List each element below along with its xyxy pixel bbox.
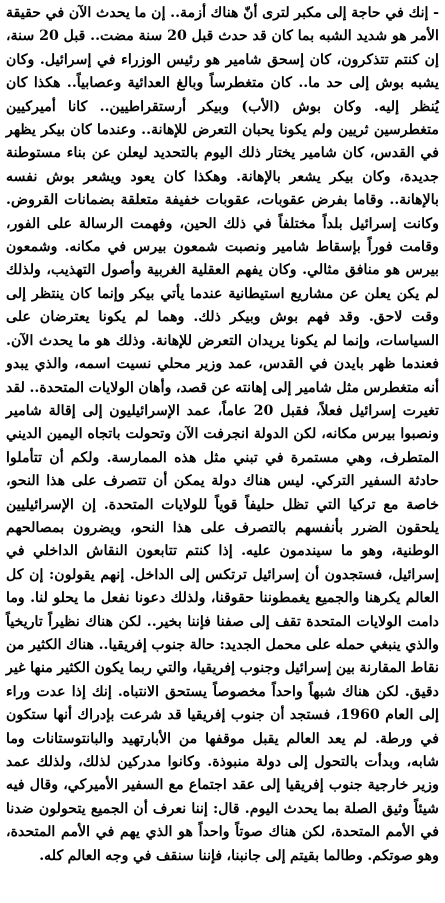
article-body-paragraph: - إنك في حاجة إلى مكبر لترى أنّ هناك أزمة.. إن ما يحدث الآن في حقيقة الأمر هو شديد الشبه بما كان قد حدث قبل 20 سنة مضت.. قبل 20 سنة، إن كنتم تتذكرون، كان إسحق شامير هو رئيس الوزراء في إسرائيل. وكان يشبه بوش إلى حد ما.. كان متغطرساً وبالغ العدائية وعصابياً.. هكذا كان يُنظر إليه. وكان بوش (الأب) وبيكر أرستقراطيين.. كانا أميركيين متغطرسين ثريين ولم يكونا يحبان التعرض للإهانة.. وعندما كان بيكر يظهر في القدس، كان شامير يختار ذلك اليوم بالتحديد ليعلن عن بناء مستوطنة جديدة، وكان بيكر يشعر بالإهانة. وهكذا كان يعود ويشعر بوش نفسه بالإهانة.. وقاما بفرض عقوبات، عقوبات خفيفة متعلقة بضمانات القروض. وكانت إسرائيل بلداً مختلفاً في ذلك الحين، وفهمت الرسالة على الفور، وقامت فوراً بإسقاط شامير ونصبت شمعون بيرس في مكانه. وشمعون بيرس هو منافق مثالي. وكان يفهم العقلية الغربية وأصول التهذيب، ولذلك لم يكن يعلن عن مشاريع استيطانية عندما يأتي بيكر وإنما كان ينتظر إلى وقت لاحق. وقد فهم بوش وبيكر ذلك. وهما لم يكونا يعترضان على السياسات، وإنما لم يكونا يريدان التعرض للإهانة. وذلك هو ما يحدث الآن. فعندما ظهر بايدن في القدس، عمد وزير محلي نسيت اسمه، والذي يبدو أنه متغطرس مثل شامير إلى إهانته عن قصد، وأهان الولايات المتحدة.. لقد تغيرت إسرائيل فعلاً، فقبل 20 عاماً، عمد الإسرائيليون إلى إقالة شامير ونصبوا بيرس مكانه، لكن الدولة انجرفت الآن وتحولت باتجاه اليمين الديني المتطرف، وهي مستمرة في تبني مثل هذه الممارسة. ولكم أن تتأملوا حادثة السفير التركي. ليس هناك دولة يمكن أن تتصرف على هذا النحو، خاصة مع تركيا التي تظل حليفاً قوياً للولايات المتحدة. إن الإسرائيليين يلحقون الضرر بأنفسهم بالتصرف على هذا النحو، ويضرون بمصالحهم الوطنية، وهو ما سيندمون عليه. إذا كنتم تتابعون النقاش الداخلي في إسرائيل، فستجدون أن إسرائيل ترتكس إلى الداخل. إنهم يقولون: إن كل العالم يكرهنا والجميع يغمطوننا حقوقنا، ولذلك دعونا نفعل ما يحلو لنا. وما دامت الولايات المتحدة تقف إلى صفنا فإننا بخير.. لكن هناك نظيراً تاريخياً والذي ينبغي حمله على محمل الجديد: حالة جنوب إفريقيا.. هناك الكثير من نقاط المقارنة بين إسرائيل وجنوب إفريقيا، والتي ربما يكون الكثير منها غير دقيق. لكن هناك شبهاً واحداً مخصوصاً يستحق الانتباه. إنك إذا عدت وراء إلى العام 1960، فستجد أن جنوب إفريقيا قد شرعت بإدراك أنها ستكون في ورطة. لم يعد العالم يقبل موقفها من الأبارتهيد والبانتوستانات وما شابه، وبدأت بالتحول إلى دولة منبوذة. وكانوا مدركين لذلك، ولذلك عمد وزير خارجية جنوب إفريقيا إلى عقد اجتماع مع السفير الأميركي، وقال فيه شيئاً وثيق الصلة بما يحدث اليوم. قال: إننا نعرف أن الجميع يتحولون ضدنا في الأمم المتحدة، لكن هناك صوتاً واحداً هو الذي يهم في الأمم المتحدة، وهو صوتكم. وطالما بقيتم إلى جانبنا، فإننا سنقف في وجه العالم كله.	[6, 5, 439, 864]
